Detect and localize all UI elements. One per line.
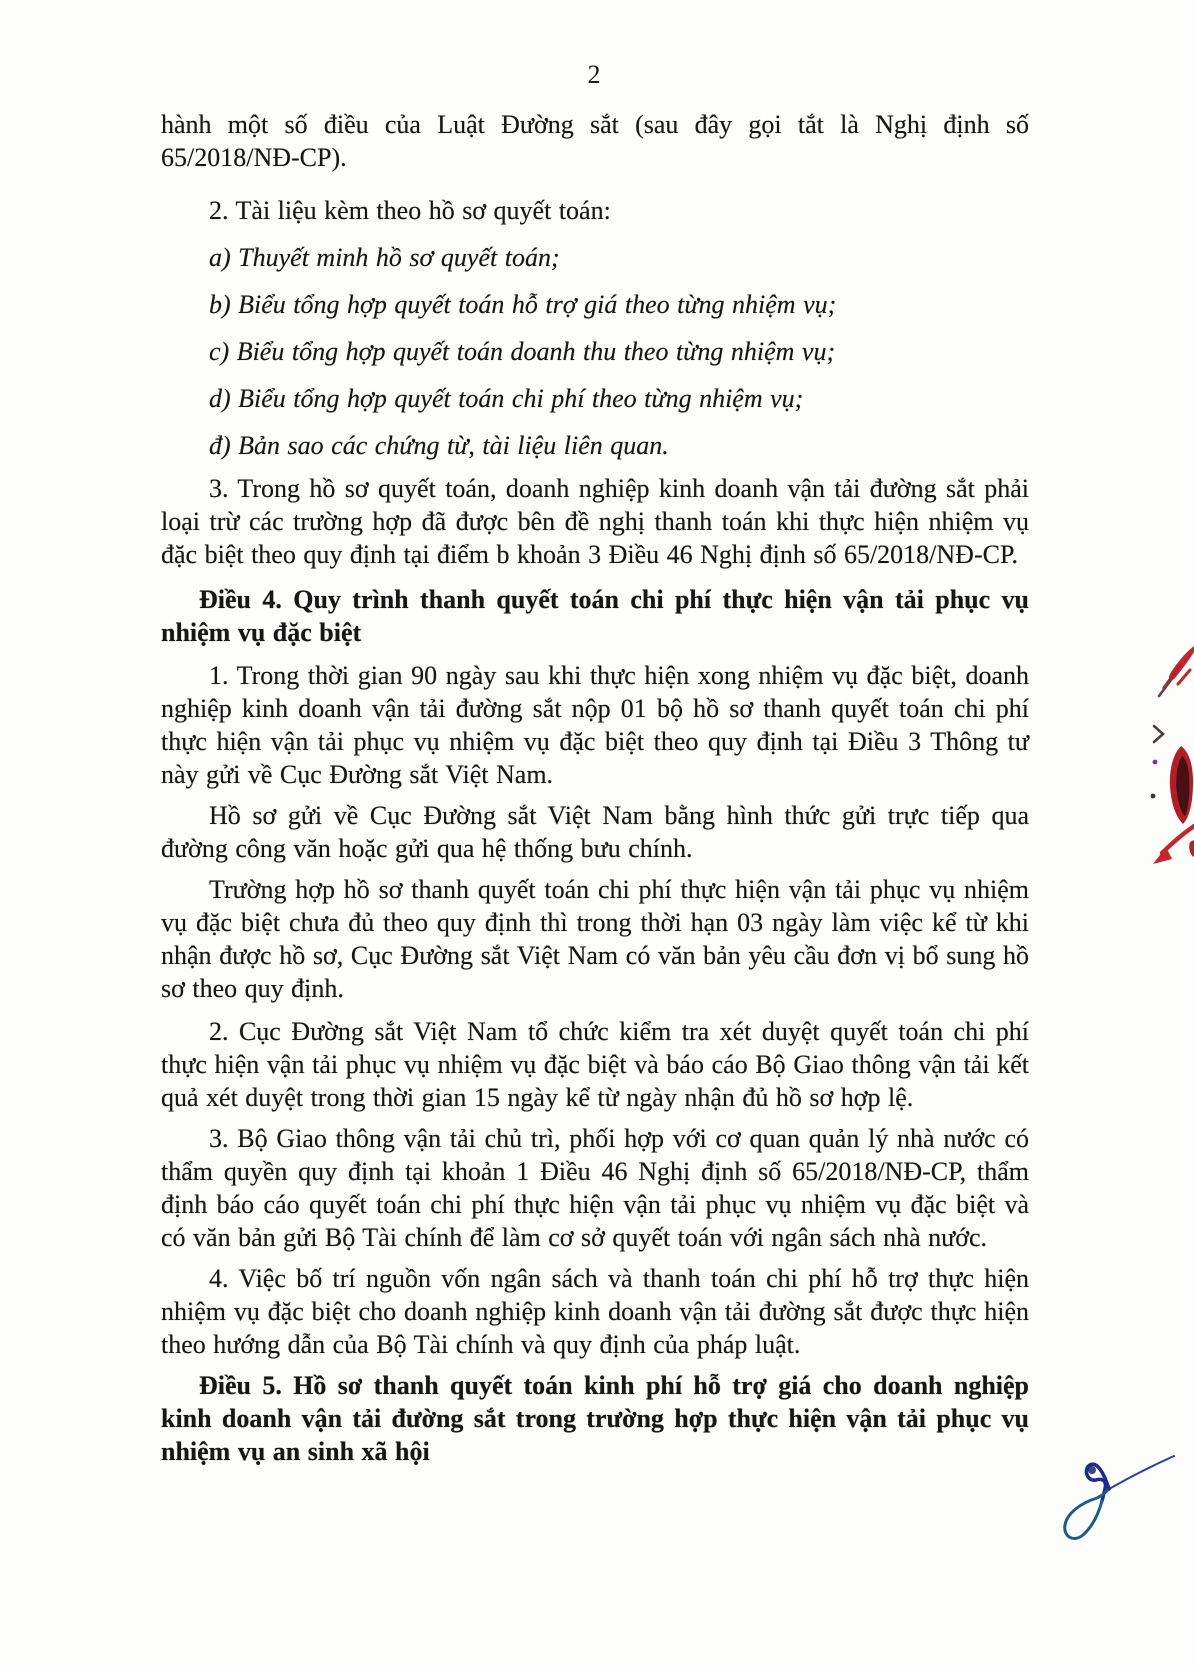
list-item-dd: đ) Bản sao các chứng từ, tài liệu liên quan. (209, 431, 669, 460)
list-item-d: d) Biểu tổng hợp quyết toán chi phí theo từng nhiệm vụ; (209, 384, 804, 413)
list-item-b: b) Biểu tổng hợp quyết toán hỗ trợ giá theo từng nhiệm vụ; (209, 290, 837, 319)
blue-ink-signature-icon (1056, 1448, 1178, 1552)
page-number: 2 (587, 60, 601, 89)
article-4-clause-3: 3. Bộ Giao thông vận tải chủ trì, phối hợp với cơ quan quản lý nhà nước có thẩm quyền quy định tại khoản 1 Điều 46 Nghị định số 65/2018/NĐ-CP, thẩm định báo cáo quyết toán chi phí thực hiện vận tải phục vụ nhiệm vụ đặc biệt và có văn bản gửi Bộ Tài chính để làm cơ sở quyết toán với ngân sách nhà nước. (161, 1124, 1029, 1252)
article-4-clause-1-note: Hồ sơ gửi về Cục Đường sắt Việt Nam bằng hình thức gửi trực tiếp qua đường công văn hoặc gửi qua hệ thống bưu chính. (161, 801, 1029, 863)
clause-2-intro: 2. Tài liệu kèm theo hồ sơ quyết toán: (209, 196, 611, 225)
document-body (161, 108, 1029, 1468)
article-4-clause-1-case: Trường hợp hồ sơ thanh quyết toán chi phí thực hiện vận tải phục vụ nhiệm vụ đặc biệt chưa đủ theo quy định thì trong thời hạn 03 ngày làm việc kể từ khi nhận được hồ sơ, Cục Đường sắt Việt Nam có văn bản yêu cầu đơn vị bổ sung hồ sơ theo quy định. (161, 875, 1029, 1003)
clause-3-paragraph: 3. Trong hồ sơ quyết toán, doanh nghiệp kinh doanh vận tải đường sắt phải loại trừ các trường hợp đã được bên đề nghị thanh toán khi thực hiện nhiệm vụ đặc biệt theo quy định tại điểm b khoản 3 Điều 46 Nghị định số 65/2018/NĐ-CP. (161, 474, 1029, 569)
red-stamp-fragment-icon (1148, 628, 1194, 868)
article-4-clause-2: 2. Cục Đường sắt Việt Nam tổ chức kiểm tra xét duyệt quyết toán chi phí thực hiện vận tải phục vụ nhiệm vụ đặc biệt và báo cáo Bộ Giao thông vận tải kết quả xét duyệt trong thời gian 15 ngày kể từ ngày nhận đủ hồ sơ hợp lệ. (161, 1017, 1029, 1112)
list-item-c: c) Biểu tổng hợp quyết toán doanh thu theo từng nhiệm vụ; (209, 337, 836, 366)
article-5-heading: Điều 5. Hồ sơ thanh quyết toán kinh phí hỗ trợ giá cho doanh nghiệp kinh doanh vận tải đường sắt trong trường hợp thực hiện vận tải phục vụ nhiệm vụ an sinh xã hội (161, 1371, 1029, 1466)
article-4-clause-1: 1. Trong thời gian 90 ngày sau khi thực hiện xong nhiệm vụ đặc biệt, doanh nghiệp kinh doanh vận tải đường sắt nộp 01 bộ hồ sơ thanh quyết toán chi phí thực hiện vận tải phục vụ nhiệm vụ đặc biệt theo quy định tại Điều 3 Thông tư này gửi về Cục Đường sắt Việt Nam. (161, 661, 1029, 789)
list-item-a: a) Thuyết minh hồ sơ quyết toán; (209, 243, 560, 272)
article-4-heading: Điều 4. Quy trình thanh quyết toán chi phí thực hiện vận tải phục vụ nhiệm vụ đặc biệt (161, 585, 1029, 647)
continued-paragraph: hành một số điều của Luật Đường sắt (sau đây gọi tắt là Nghị định số 65/2018/NĐ-CP). (161, 110, 1029, 172)
article-4-clause-4: 4. Việc bố trí nguồn vốn ngân sách và thanh toán chi phí hỗ trợ thực hiện nhiệm vụ đặc biệt cho doanh nghiệp kinh doanh vận tải đường sắt được thực hiện theo hướng dẫn của Bộ Tài chính và quy định của pháp luật. (161, 1264, 1029, 1359)
